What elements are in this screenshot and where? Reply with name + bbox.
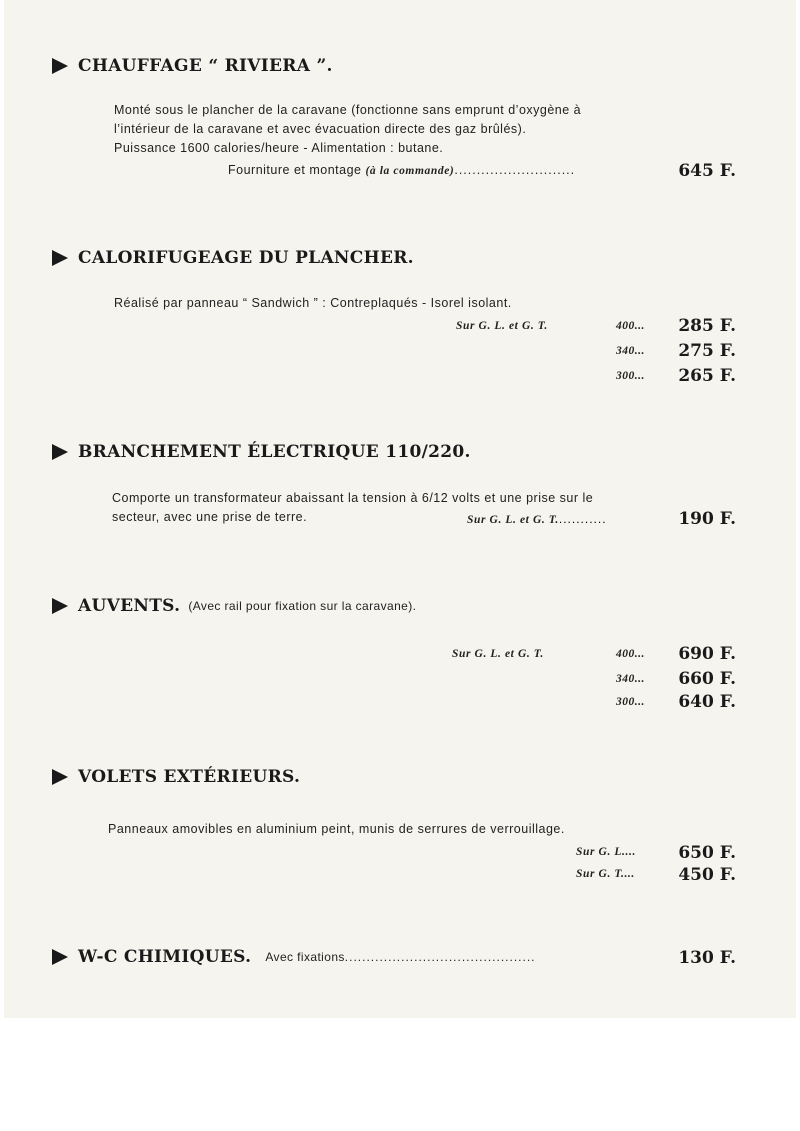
calorifugeage-sur-label: Sur G. L. et G. T. [456,320,548,332]
chauffage-description [114,101,581,158]
chauffage-price: 645 F. [678,161,736,181]
chauffage-fourniture-label: Fourniture et montage [228,163,362,177]
leader-dots: ............................................ [344,950,536,964]
branchement-title: BRANCHEMENT ÉLECTRIQUE 110/220. [78,442,471,462]
section-heading-calorifugeage [52,248,414,268]
chauffage-fourniture-line [228,161,575,181]
wc-title: W-C CHIMIQUES. [78,947,252,967]
branchement-line-2: secteur, avec une prise de terre. [112,510,308,524]
section-heading-volets [52,767,300,787]
chauffage-line-1: Monté sous le plancher de la caravane (fonctionne sans emprunt d’oxygène à [114,103,582,117]
triangle-bullet-icon [52,444,68,460]
calorifugeage-title: CALORIFUGEAGE DU PLANCHER. [78,248,414,268]
calorifugeage-description: Réalisé par panneau “ Sandwich ” : Contreplaqués - Isorel isolant. [114,296,512,310]
chauffage-title: CHAUFFAGE “ RIVIERA ”. [78,56,333,76]
auvents-subtitle: (Avec rail pour fixation sur la caravane). [188,599,417,613]
calorifugeage-size-300: 300... [616,370,645,382]
volets-label-gt: Sur G. T.... [576,868,635,880]
branchement-price: 190 F. [678,509,736,529]
chauffage-line-3: Puissance 1600 calories/heure - Alimentation : butane. [114,141,444,155]
branchement-sur-label: Sur G. L. et G. T. [467,514,559,526]
volets-label-gl: Sur G. L.... [576,846,636,858]
section-heading-chauffage [52,56,333,76]
triangle-bullet-icon [52,598,68,614]
auvents-size-300: 300... [616,696,645,708]
triangle-bullet-icon [52,769,68,785]
triangle-bullet-icon [52,949,68,965]
catalog-page [4,0,796,1018]
auvents-price-400: 690 F. [678,644,736,664]
volets-price-gl: 650 F. [678,843,736,863]
volets-price-gt: 450 F. [678,865,736,885]
branchement-line-1: Comporte un transformateur abaissant la tension à 6/12 volts et une prise sur le [112,491,594,505]
chauffage-commande-label: (à la commande) [365,165,455,177]
auvents-size-400: 400... [616,648,645,660]
auvents-price-340: 660 F. [678,669,736,689]
section-heading-auvents [52,596,416,616]
auvents-size-340: 340... [616,673,645,685]
calorifugeage-size-400: 400... [616,320,645,332]
auvents-sur-label: Sur G. L. et G. T. [452,648,544,660]
section-heading-branchement [52,442,471,462]
section-heading-wc [52,947,536,967]
chauffage-line-2: l’intérieur de la caravane et avec évacuation directe des gaz brûlés). [114,122,527,136]
wc-price: 130 F. [678,948,736,968]
auvents-price-300: 640 F. [678,692,736,712]
calorifugeage-price-300: 265 F. [678,366,736,386]
calorifugeage-price-400: 285 F. [678,316,736,336]
wc-subtitle: Avec fixations [265,950,345,964]
leader-dots: ........................... [454,163,576,177]
volets-description: Panneaux amovibles en aluminium peint, munis de serrures de verrouillage. [108,822,565,836]
calorifugeage-size-340: 340... [616,345,645,357]
leader-dots: ........... [558,512,607,526]
auvents-title: AUVENTS. [78,596,181,616]
triangle-bullet-icon [52,58,68,74]
volets-title: VOLETS EXTÉRIEURS. [78,767,301,787]
triangle-bullet-icon [52,250,68,266]
calorifugeage-price-340: 275 F. [678,341,736,361]
branchement-sur-line [467,510,607,528]
